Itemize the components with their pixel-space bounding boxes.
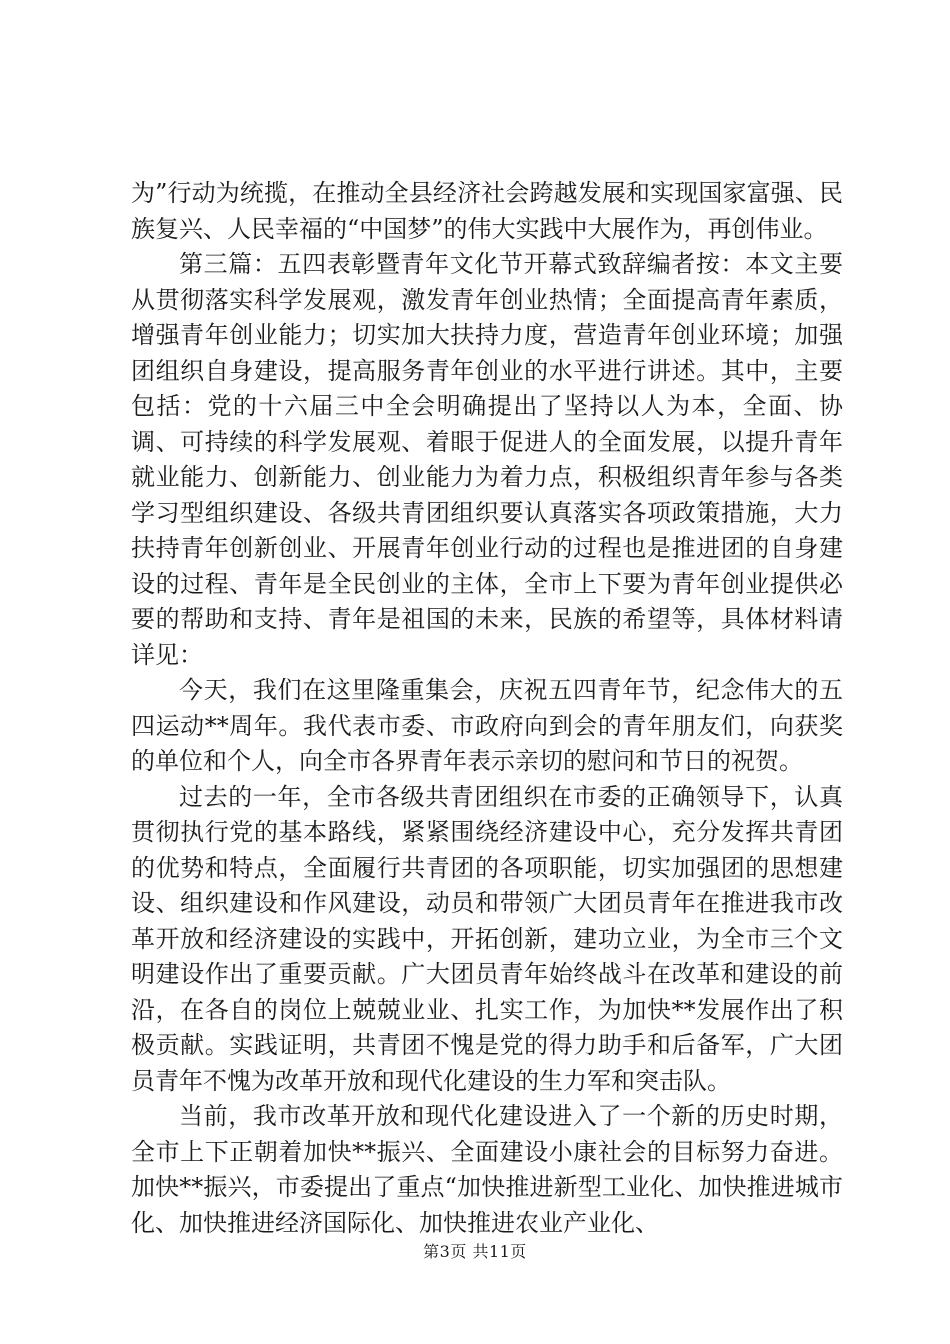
paragraph-4: 过去的一年，全市各级共青团组织在市委的正确领导下，认真贯彻执行党的基本路线，紧紧围绕经济建设中心，充分发挥共青团的优势和特点，全面履行共青团的各项职能，切实加强团的思想建设、组织建设和作风建设，动员和带领广大团员青年在推进我市改革开放和经济建设的实践中，开拓创新，建功立业，为全市三个文明建设作出了重要贡献。广大团员青年始终战斗在改革和建设的前沿，在各自的岗位上兢兢业业、扎实工作，为加快**发展作出了积极贡献。实践证明，共青团不愧是党的得力助手和后备军，广大团员青年不愧为改革开放和现代化建设的生力军和突击队。 <box>131 782 843 1095</box>
page-number-footer: 第3页 共11页 <box>423 1242 527 1261</box>
document-body <box>131 176 843 1241</box>
paragraph-3: 今天，我们在这里隆重集会，庆祝五四青年节，纪念伟大的五四运动**周年。我代表市委、市政府向到会的青年朋友们，向获奖的单位和个人，向全市各界青年表示亲切的慰问和节日的祝贺。 <box>131 676 843 775</box>
paragraph-2: 第三篇：五四表彰暨青年文化节开幕式致辞编者按：本文主要从贯彻落实科学发展观，激发青年创业热情；全面提高青年素质，增强青年创业能力；切实加大扶持力度，营造青年创业环境；加强团组织自身建设，提高服务青年创业的水平进行讲述。其中，主要包括：党的十六届三中全会明确提出了坚持以人为本，全面、协调、可持续的科学发展观、着眼于促进人的全面发展，以提升青年就业能力、创新能力、创业能力为着力点，积极组织青年参与各类学习型组织建设、各级共青团组织要认真落实各项政策措施，大力扶持青年创新创业、开展青年创业行动的过程也是推进团的自身建设的过程、青年是全民创业的主体，全市上下要为青年创业提供必要的帮助和支持、青年是祖国的未来，民族的希望等，具体材料请详见： <box>131 250 843 669</box>
paragraph-5: 当前，我市改革开放和现代化建设进入了一个新的历史时期，全市上下正朝着加快**振兴、全面建设小康社会的目标努力奋进。加快**振兴，市委提出了重点“加快推进新型工业化、加快推进城市化、加快推进经济国际化、加快推进农业产业化、 <box>131 1102 843 1237</box>
paragraph-1: 为”行动为统揽，在推动全县经济社会跨越发展和实现国家富强、民族复兴、人民幸福的“中国梦”的伟大实践中大展作为，再创伟业。 <box>131 179 843 243</box>
